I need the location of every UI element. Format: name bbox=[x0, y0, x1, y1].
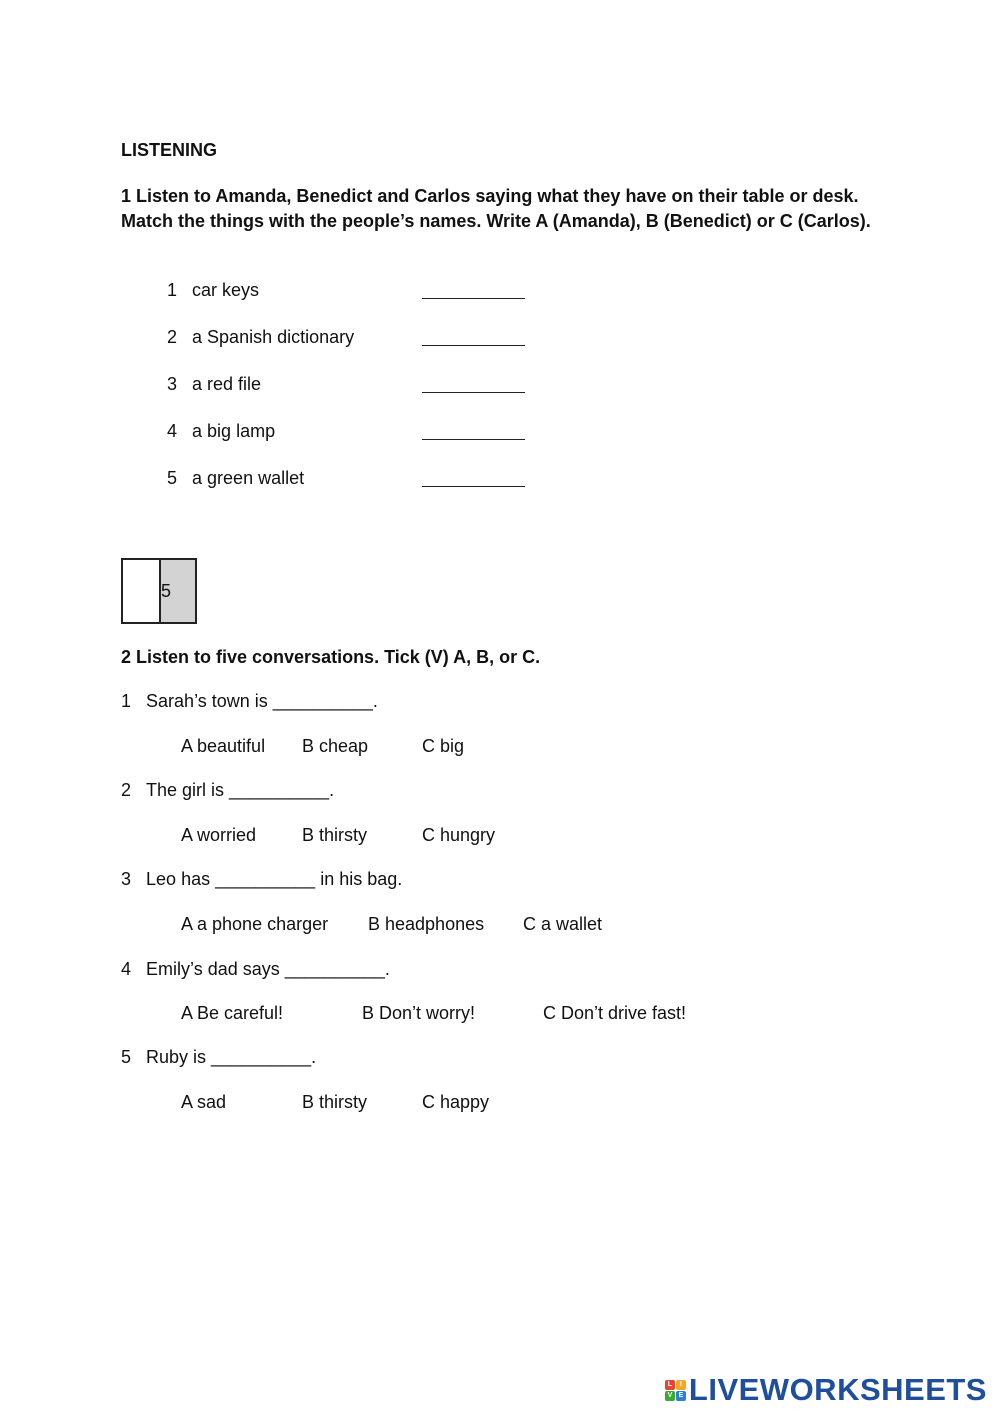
score-box bbox=[121, 558, 197, 624]
list-item bbox=[167, 419, 275, 443]
logo-icon-tile: L bbox=[665, 1380, 675, 1390]
list-item bbox=[167, 372, 261, 396]
item-text: a green wallet bbox=[192, 468, 305, 488]
list-item bbox=[167, 325, 354, 349]
item-text: car keys bbox=[192, 280, 260, 300]
question bbox=[121, 778, 334, 802]
option-a[interactable]: A a phone charger bbox=[181, 914, 329, 934]
liveworksheets-logo[interactable] bbox=[665, 1372, 987, 1408]
item-number: 1 bbox=[167, 280, 178, 300]
question bbox=[121, 867, 402, 891]
exercise-1-instruction: 1 Listen to Amanda, Benedict and Carlos saying what they have on their table or desk. Match the things with the people’s names. Write A (Amanda), B (Benedict) or C (Carlos). bbox=[121, 186, 871, 231]
section-heading: LISTENING bbox=[121, 140, 218, 160]
logo-icon bbox=[665, 1380, 686, 1401]
option-c[interactable]: C hungry bbox=[422, 825, 496, 845]
answer-blank[interactable] bbox=[422, 439, 525, 440]
question-text: Leo has __________ in his bag. bbox=[146, 869, 403, 889]
answer-blank[interactable] bbox=[422, 345, 525, 346]
item-number: 5 bbox=[167, 468, 178, 488]
option-b[interactable]: B thirsty bbox=[302, 1092, 368, 1112]
option-a[interactable]: A beautiful bbox=[181, 736, 266, 756]
answer-blank[interactable] bbox=[422, 392, 525, 393]
list-item bbox=[167, 278, 259, 302]
logo-text: LIVEWORKSHEETS bbox=[688, 1372, 987, 1407]
question-number: 5 bbox=[121, 1047, 132, 1067]
option-c[interactable]: C happy bbox=[422, 1092, 490, 1112]
question-number: 1 bbox=[121, 691, 132, 711]
option-c[interactable]: C big bbox=[422, 736, 465, 756]
item-number: 2 bbox=[167, 327, 178, 347]
option-c[interactable]: C a wallet bbox=[523, 914, 603, 934]
answer-blank[interactable] bbox=[422, 486, 525, 487]
option-b[interactable]: B thirsty bbox=[302, 825, 368, 845]
item-text: a red file bbox=[192, 374, 262, 394]
question-text: Emily’s dad says __________. bbox=[146, 959, 390, 979]
option-a[interactable]: A sad bbox=[181, 1092, 227, 1112]
item-text: a big lamp bbox=[192, 421, 276, 441]
question-text: Sarah’s town is __________. bbox=[146, 691, 378, 711]
question bbox=[121, 1045, 316, 1069]
item-number: 4 bbox=[167, 421, 178, 441]
option-a[interactable]: A worried bbox=[181, 825, 257, 845]
item-text: a Spanish dictionary bbox=[192, 327, 355, 347]
exercise-2-instruction: 2 Listen to five conversations. Tick (V) A, B, or C. bbox=[121, 647, 541, 667]
question-text: Ruby is __________. bbox=[146, 1047, 317, 1067]
option-b[interactable]: B Don’t worry! bbox=[362, 1003, 476, 1023]
option-c[interactable]: C Don’t drive fast! bbox=[543, 1003, 687, 1023]
score-input-cell[interactable] bbox=[123, 560, 161, 622]
option-b[interactable]: B cheap bbox=[302, 736, 369, 756]
score-total: 5 bbox=[161, 560, 195, 622]
question bbox=[121, 957, 390, 981]
question-number: 2 bbox=[121, 780, 132, 800]
logo-icon-tile: V bbox=[665, 1391, 675, 1401]
question-text: The girl is __________. bbox=[146, 780, 335, 800]
option-b[interactable]: B headphones bbox=[368, 914, 485, 934]
logo-icon-tile: E bbox=[676, 1391, 686, 1401]
list-item bbox=[167, 466, 304, 490]
option-a[interactable]: A Be careful! bbox=[181, 1003, 284, 1023]
question-number: 4 bbox=[121, 959, 132, 979]
question bbox=[121, 689, 378, 713]
item-number: 3 bbox=[167, 374, 178, 394]
answer-blank[interactable] bbox=[422, 298, 525, 299]
question-number: 3 bbox=[121, 869, 132, 889]
logo-icon-tile: I bbox=[676, 1380, 686, 1390]
